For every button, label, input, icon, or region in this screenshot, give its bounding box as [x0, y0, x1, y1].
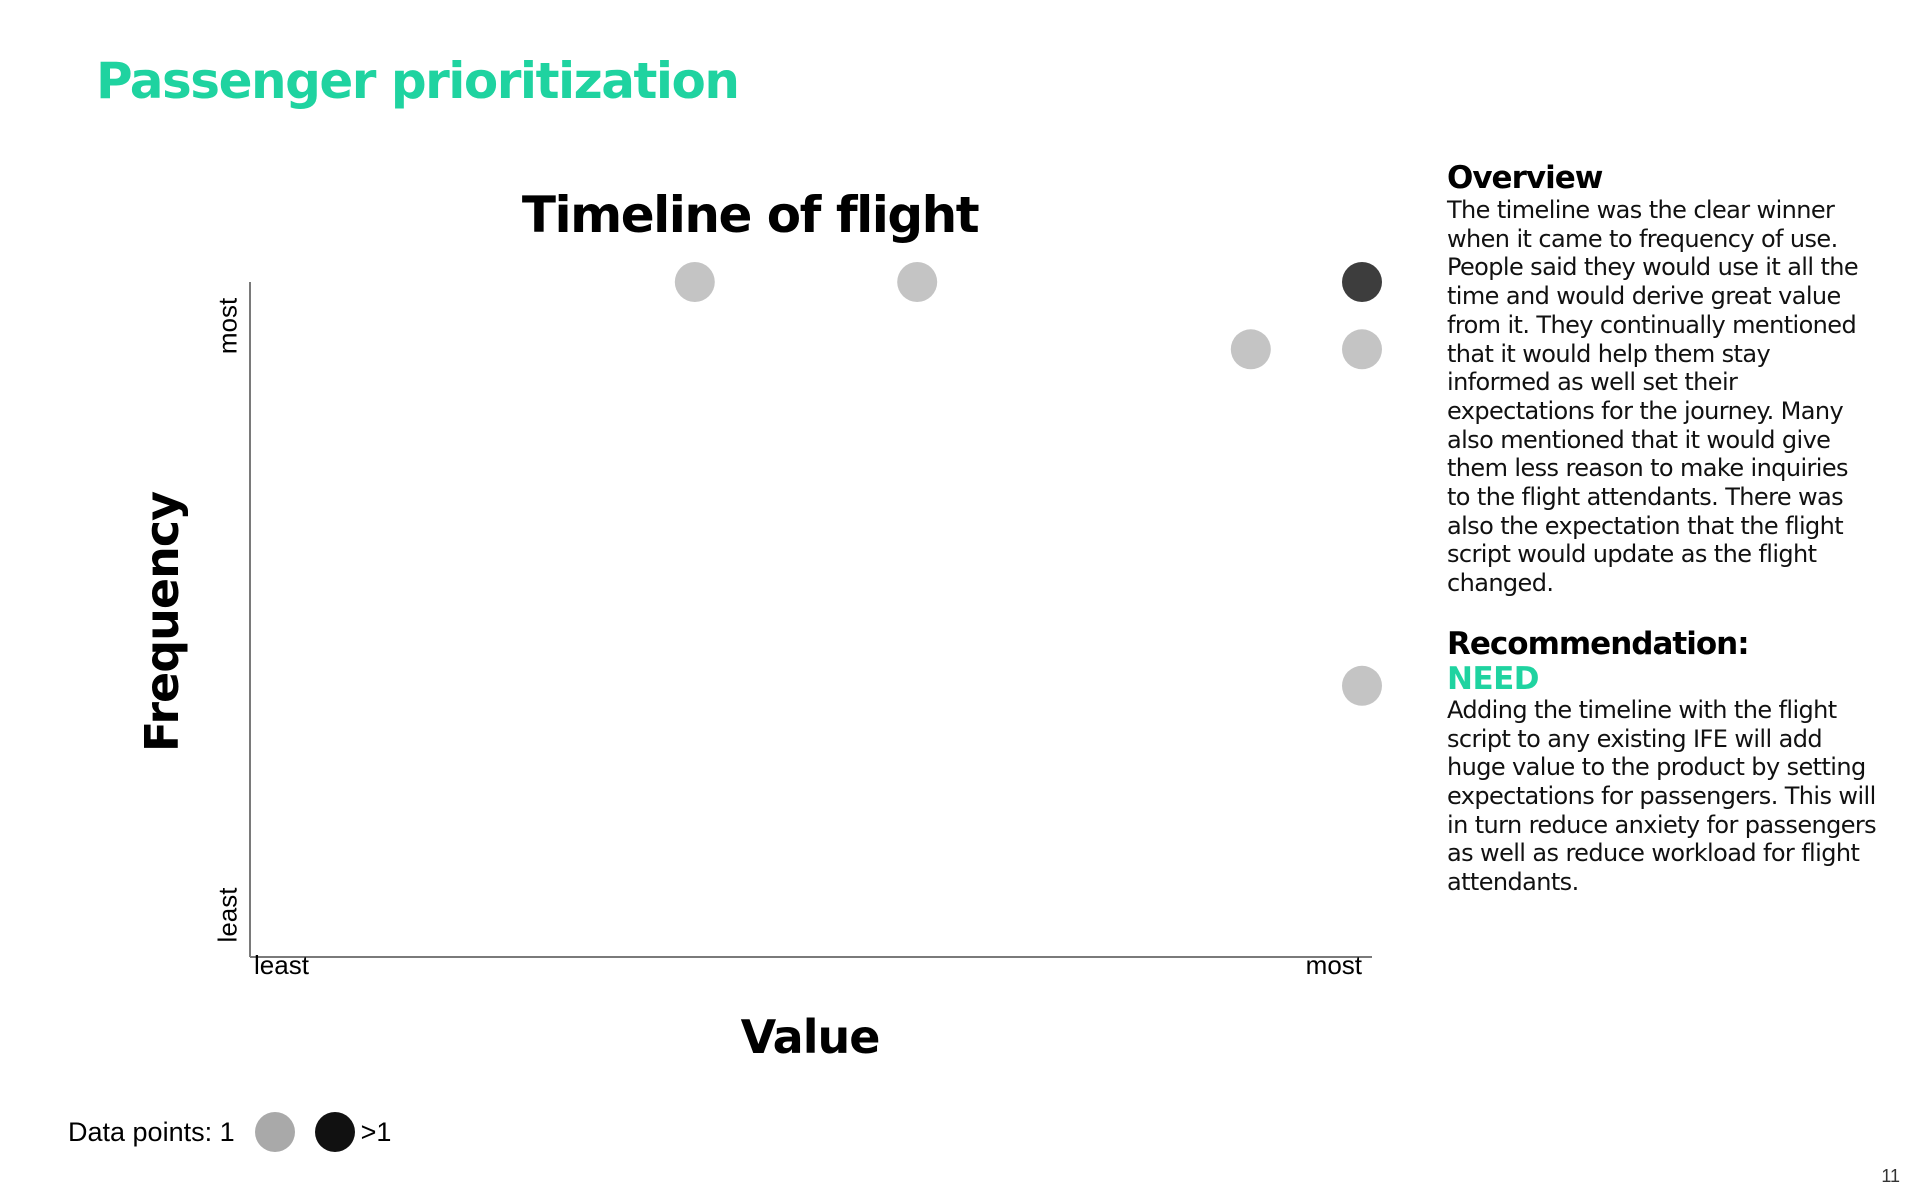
legend-multi-dot-icon — [315, 1112, 355, 1152]
y-tick-most: most — [212, 297, 243, 355]
page-number: 11 — [1881, 1166, 1900, 1186]
recommendation-text: Adding the timeline with the flight script to any existing IFE will add huge value to the product by setting expectations for passengers. This will in turn reduce anxiety for passengers as well as reduce workload for flight attendants. — [1447, 695, 1877, 897]
y-tick-least: least — [212, 887, 243, 943]
recommendation-block — [1447, 626, 1877, 897]
data-point-2 — [897, 262, 937, 302]
data-point-4 — [1231, 329, 1271, 369]
data-point-3 — [1342, 262, 1382, 302]
x-axis-title: Value — [740, 1010, 880, 1064]
x-tick-least: least — [254, 950, 309, 980]
data-point-6 — [1342, 666, 1382, 706]
sidebar — [1447, 160, 1877, 897]
y-axis-title: Frequency — [135, 491, 189, 753]
chart-title: Timeline of flight — [521, 186, 979, 244]
legend — [68, 1110, 391, 1154]
data-point-5 — [1342, 329, 1382, 369]
overview-text: The timeline was the clear winner when it came to frequency of use. People said they would use it all the time and would derive great value from it. They continually mentioned that it would help them stay informed as well set their expectations for the journey. Many also mentioned that it would give them less reason to make inquiries to the flight attendants. There was also the expectation that the flight script would update as the flight changed. — [1447, 196, 1859, 598]
legend-multi-label: >1 — [360, 1116, 392, 1147]
recommendation-heading: Recommendation: — [1447, 625, 1749, 662]
overview-heading: Overview — [1447, 160, 1603, 196]
data-point-1 — [675, 262, 715, 302]
page-title: Passenger prioritization — [96, 52, 739, 110]
recommendation-value: NEED — [1447, 660, 1540, 697]
x-tick-most: most — [1305, 950, 1362, 980]
data-points — [675, 262, 1382, 706]
legend-label: Data points: 1 — [68, 1116, 235, 1147]
legend-single-dot-icon — [255, 1112, 295, 1152]
